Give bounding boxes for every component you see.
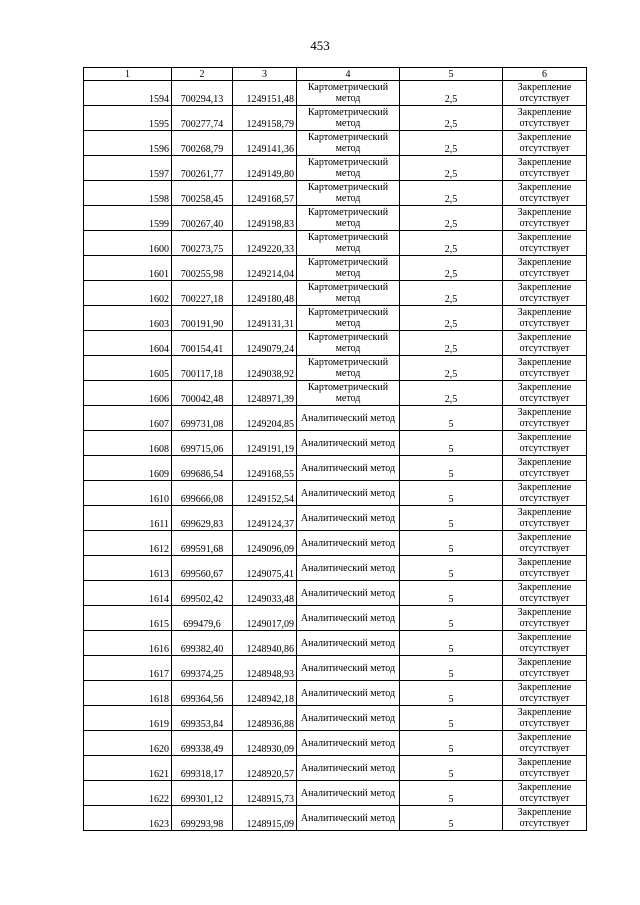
method-cell: Картометрический метод	[297, 306, 400, 331]
accuracy-cell: 5	[400, 731, 503, 756]
x-coordinate-cell: 700227,18	[172, 281, 233, 306]
x-coordinate-cell: 700117,18	[172, 356, 233, 381]
point-number-cell: 1619	[84, 706, 172, 731]
table-row	[84, 781, 587, 806]
method-cell: Аналитический метод	[297, 806, 400, 831]
x-coordinate-cell: 700268,79	[172, 131, 233, 156]
y-coordinate-cell: 1249079,24	[233, 331, 297, 356]
fixation-note-cell: Закрепление отсутствует	[503, 781, 587, 806]
point-number-cell: 1613	[84, 556, 172, 581]
method-cell: Аналитический метод	[297, 431, 400, 456]
fixation-note-cell: Закрепление отсутствует	[503, 281, 587, 306]
x-coordinate-cell: 699715,06	[172, 431, 233, 456]
method-cell: Аналитический метод	[297, 681, 400, 706]
accuracy-cell: 5	[400, 681, 503, 706]
x-coordinate-cell: 700294,13	[172, 81, 233, 106]
point-number-cell: 1604	[84, 331, 172, 356]
y-coordinate-cell: 1249168,57	[233, 181, 297, 206]
y-coordinate-cell: 1249141,36	[233, 131, 297, 156]
accuracy-cell: 5	[400, 781, 503, 806]
table-row	[84, 181, 587, 206]
fixation-note-cell: Закрепление отсутствует	[503, 431, 587, 456]
table-row	[84, 81, 587, 106]
point-number-cell: 1614	[84, 581, 172, 606]
accuracy-cell: 5	[400, 606, 503, 631]
y-coordinate-cell: 1249096,09	[233, 531, 297, 556]
x-coordinate-cell: 699686,54	[172, 456, 233, 481]
y-coordinate-cell: 1248971,39	[233, 381, 297, 406]
accuracy-cell: 5	[400, 581, 503, 606]
method-cell: Картометрический метод	[297, 206, 400, 231]
accuracy-cell: 2,5	[400, 381, 503, 406]
method-cell: Картометрический метод	[297, 331, 400, 356]
accuracy-cell: 2,5	[400, 106, 503, 131]
accuracy-cell: 5	[400, 456, 503, 481]
method-cell: Аналитический метод	[297, 706, 400, 731]
fixation-note-cell: Закрепление отсутствует	[503, 506, 587, 531]
point-number-cell: 1620	[84, 731, 172, 756]
header-cell: 1	[84, 68, 172, 81]
x-coordinate-cell: 700277,74	[172, 106, 233, 131]
header-cell: 5	[400, 68, 503, 81]
point-number-cell: 1594	[84, 81, 172, 106]
fixation-note-cell: Закрепление отсутствует	[503, 406, 587, 431]
x-coordinate-cell: 699293,98	[172, 806, 233, 831]
accuracy-cell: 2,5	[400, 81, 503, 106]
fixation-note-cell: Закрепление отсутствует	[503, 606, 587, 631]
x-coordinate-cell: 699666,08	[172, 481, 233, 506]
fixation-note-cell: Закрепление отсутствует	[503, 731, 587, 756]
accuracy-cell: 2,5	[400, 156, 503, 181]
method-cell: Аналитический метод	[297, 556, 400, 581]
accuracy-cell: 2,5	[400, 131, 503, 156]
table-row	[84, 406, 587, 431]
method-cell: Картометрический метод	[297, 281, 400, 306]
x-coordinate-cell: 700042,48	[172, 381, 233, 406]
x-coordinate-cell: 699502,42	[172, 581, 233, 606]
point-number-cell: 1596	[84, 131, 172, 156]
method-cell: Аналитический метод	[297, 731, 400, 756]
accuracy-cell: 5	[400, 656, 503, 681]
fixation-note-cell: Закрепление отсутствует	[503, 456, 587, 481]
y-coordinate-cell: 1249214,04	[233, 256, 297, 281]
x-coordinate-cell: 699591,68	[172, 531, 233, 556]
x-coordinate-cell: 699479,6	[172, 606, 233, 631]
fixation-note-cell: Закрепление отсутствует	[503, 206, 587, 231]
y-coordinate-cell: 1248936,88	[233, 706, 297, 731]
y-coordinate-cell: 1249180,48	[233, 281, 297, 306]
y-coordinate-cell: 1248930,09	[233, 731, 297, 756]
x-coordinate-cell: 699318,17	[172, 756, 233, 781]
y-coordinate-cell: 1249131,31	[233, 306, 297, 331]
y-coordinate-cell: 1249017,09	[233, 606, 297, 631]
page-number: 453	[310, 38, 330, 53]
y-coordinate-cell: 1249198,83	[233, 206, 297, 231]
point-number-cell: 1601	[84, 256, 172, 281]
table-body	[84, 81, 587, 831]
x-coordinate-cell: 699374,25	[172, 656, 233, 681]
fixation-note-cell: Закрепление отсутствует	[503, 106, 587, 131]
x-coordinate-cell: 700191,90	[172, 306, 233, 331]
x-coordinate-cell: 700273,75	[172, 231, 233, 256]
method-cell: Картометрический метод	[297, 381, 400, 406]
accuracy-cell: 5	[400, 531, 503, 556]
fixation-note-cell: Закрепление отсутствует	[503, 681, 587, 706]
point-number-cell: 1622	[84, 781, 172, 806]
method-cell: Аналитический метод	[297, 581, 400, 606]
fixation-note-cell: Закрепление отсутствует	[503, 131, 587, 156]
point-number-cell: 1617	[84, 656, 172, 681]
y-coordinate-cell: 1249220,33	[233, 231, 297, 256]
fixation-note-cell: Закрепление отсутствует	[503, 231, 587, 256]
x-coordinate-cell: 700261,77	[172, 156, 233, 181]
accuracy-cell: 5	[400, 631, 503, 656]
point-number-cell: 1615	[84, 606, 172, 631]
header-row	[84, 68, 587, 81]
x-coordinate-cell: 699353,84	[172, 706, 233, 731]
point-number-cell: 1610	[84, 481, 172, 506]
x-coordinate-cell: 700258,45	[172, 181, 233, 206]
accuracy-cell: 5	[400, 806, 503, 831]
y-coordinate-cell: 1249158,79	[233, 106, 297, 131]
table-row	[84, 456, 587, 481]
accuracy-cell: 5	[400, 406, 503, 431]
method-cell: Картометрический метод	[297, 231, 400, 256]
method-cell: Картометрический метод	[297, 156, 400, 181]
fixation-note-cell: Закрепление отсутствует	[503, 331, 587, 356]
table-row	[84, 356, 587, 381]
method-cell: Аналитический метод	[297, 406, 400, 431]
y-coordinate-cell: 1248915,73	[233, 781, 297, 806]
table-row	[84, 431, 587, 456]
y-coordinate-cell: 1249151,48	[233, 81, 297, 106]
point-number-cell: 1597	[84, 156, 172, 181]
x-coordinate-cell: 699731,08	[172, 406, 233, 431]
accuracy-cell: 2,5	[400, 306, 503, 331]
table-row	[84, 156, 587, 181]
table-row	[84, 531, 587, 556]
point-number-cell: 1602	[84, 281, 172, 306]
method-cell: Картометрический метод	[297, 256, 400, 281]
y-coordinate-cell: 1249152,54	[233, 481, 297, 506]
x-coordinate-cell: 699338,49	[172, 731, 233, 756]
accuracy-cell: 5	[400, 431, 503, 456]
fixation-note-cell: Закрепление отсутствует	[503, 706, 587, 731]
fixation-note-cell: Закрепление отсутствует	[503, 181, 587, 206]
point-number-cell: 1607	[84, 406, 172, 431]
method-cell: Аналитический метод	[297, 531, 400, 556]
x-coordinate-cell: 700154,41	[172, 331, 233, 356]
method-cell: Аналитический метод	[297, 631, 400, 656]
header-cell: 4	[297, 68, 400, 81]
table-row	[84, 631, 587, 656]
method-cell: Аналитический метод	[297, 481, 400, 506]
table-row	[84, 206, 587, 231]
table-row	[84, 281, 587, 306]
y-coordinate-cell: 1249191,19	[233, 431, 297, 456]
point-number-cell: 1609	[84, 456, 172, 481]
accuracy-cell: 5	[400, 506, 503, 531]
y-coordinate-cell: 1249038,92	[233, 356, 297, 381]
fixation-note-cell: Закрепление отсутствует	[503, 806, 587, 831]
accuracy-cell: 5	[400, 481, 503, 506]
accuracy-cell: 2,5	[400, 231, 503, 256]
x-coordinate-cell: 699364,56	[172, 681, 233, 706]
table-row	[84, 706, 587, 731]
accuracy-cell: 5	[400, 756, 503, 781]
point-number-cell: 1618	[84, 681, 172, 706]
table-row	[84, 556, 587, 581]
method-cell: Картометрический метод	[297, 131, 400, 156]
accuracy-cell: 5	[400, 556, 503, 581]
point-number-cell: 1605	[84, 356, 172, 381]
fixation-note-cell: Закрепление отсутствует	[503, 156, 587, 181]
method-cell: Аналитический метод	[297, 456, 400, 481]
table-row	[84, 756, 587, 781]
table-row	[84, 681, 587, 706]
coordinates-table	[83, 67, 587, 831]
point-number-cell: 1616	[84, 631, 172, 656]
fixation-note-cell: Закрепление отсутствует	[503, 656, 587, 681]
y-coordinate-cell: 1248920,57	[233, 756, 297, 781]
fixation-note-cell: Закрепление отсутствует	[503, 356, 587, 381]
table-row	[84, 731, 587, 756]
accuracy-cell: 2,5	[400, 281, 503, 306]
y-coordinate-cell: 1249204,85	[233, 406, 297, 431]
fixation-note-cell: Закрепление отсутствует	[503, 81, 587, 106]
accuracy-cell: 2,5	[400, 256, 503, 281]
table-row	[84, 481, 587, 506]
fixation-note-cell: Закрепление отсутствует	[503, 631, 587, 656]
method-cell: Аналитический метод	[297, 756, 400, 781]
fixation-note-cell: Закрепление отсутствует	[503, 306, 587, 331]
y-coordinate-cell: 1248940,86	[233, 631, 297, 656]
y-coordinate-cell: 1249033,48	[233, 581, 297, 606]
method-cell: Картометрический метод	[297, 181, 400, 206]
method-cell: Аналитический метод	[297, 656, 400, 681]
accuracy-cell: 2,5	[400, 206, 503, 231]
accuracy-cell: 5	[400, 706, 503, 731]
x-coordinate-cell: 699560,67	[172, 556, 233, 581]
x-coordinate-cell: 699301,12	[172, 781, 233, 806]
point-number-cell: 1595	[84, 106, 172, 131]
table-row	[84, 806, 587, 831]
point-number-cell: 1608	[84, 431, 172, 456]
table-row	[84, 306, 587, 331]
x-coordinate-cell: 700255,98	[172, 256, 233, 281]
fixation-note-cell: Закрепление отсутствует	[503, 256, 587, 281]
y-coordinate-cell: 1249168,55	[233, 456, 297, 481]
table-row	[84, 381, 587, 406]
method-cell: Аналитический метод	[297, 781, 400, 806]
y-coordinate-cell: 1248942,18	[233, 681, 297, 706]
method-cell: Аналитический метод	[297, 606, 400, 631]
header-cell: 2	[172, 68, 233, 81]
accuracy-cell: 2,5	[400, 331, 503, 356]
x-coordinate-cell: 699382,40	[172, 631, 233, 656]
table-row	[84, 131, 587, 156]
fixation-note-cell: Закрепление отсутствует	[503, 381, 587, 406]
point-number-cell: 1598	[84, 181, 172, 206]
fixation-note-cell: Закрепление отсутствует	[503, 756, 587, 781]
method-cell: Картометрический метод	[297, 81, 400, 106]
point-number-cell: 1603	[84, 306, 172, 331]
accuracy-cell: 2,5	[400, 356, 503, 381]
x-coordinate-cell: 700267,40	[172, 206, 233, 231]
method-cell: Картометрический метод	[297, 106, 400, 131]
point-number-cell: 1621	[84, 756, 172, 781]
table-row	[84, 256, 587, 281]
point-number-cell: 1606	[84, 381, 172, 406]
point-number-cell: 1623	[84, 806, 172, 831]
table-row	[84, 331, 587, 356]
table-row	[84, 581, 587, 606]
header-cell: 3	[233, 68, 297, 81]
point-number-cell: 1612	[84, 531, 172, 556]
point-number-cell: 1600	[84, 231, 172, 256]
y-coordinate-cell: 1248915,09	[233, 806, 297, 831]
point-number-cell: 1599	[84, 206, 172, 231]
point-number-cell: 1611	[84, 506, 172, 531]
fixation-note-cell: Закрепление отсутствует	[503, 581, 587, 606]
y-coordinate-cell: 1249124,37	[233, 506, 297, 531]
header-cell: 6	[503, 68, 587, 81]
fixation-note-cell: Закрепление отсутствует	[503, 556, 587, 581]
method-cell: Картометрический метод	[297, 356, 400, 381]
fixation-note-cell: Закрепление отсутствует	[503, 481, 587, 506]
y-coordinate-cell: 1249075,41	[233, 556, 297, 581]
method-cell: Аналитический метод	[297, 506, 400, 531]
table-row	[84, 106, 587, 131]
table-row	[84, 606, 587, 631]
table-row	[84, 506, 587, 531]
table-row	[84, 656, 587, 681]
accuracy-cell: 2,5	[400, 181, 503, 206]
y-coordinate-cell: 1248948,93	[233, 656, 297, 681]
x-coordinate-cell: 699629,83	[172, 506, 233, 531]
table-row	[84, 231, 587, 256]
y-coordinate-cell: 1249149,80	[233, 156, 297, 181]
fixation-note-cell: Закрепление отсутствует	[503, 531, 587, 556]
